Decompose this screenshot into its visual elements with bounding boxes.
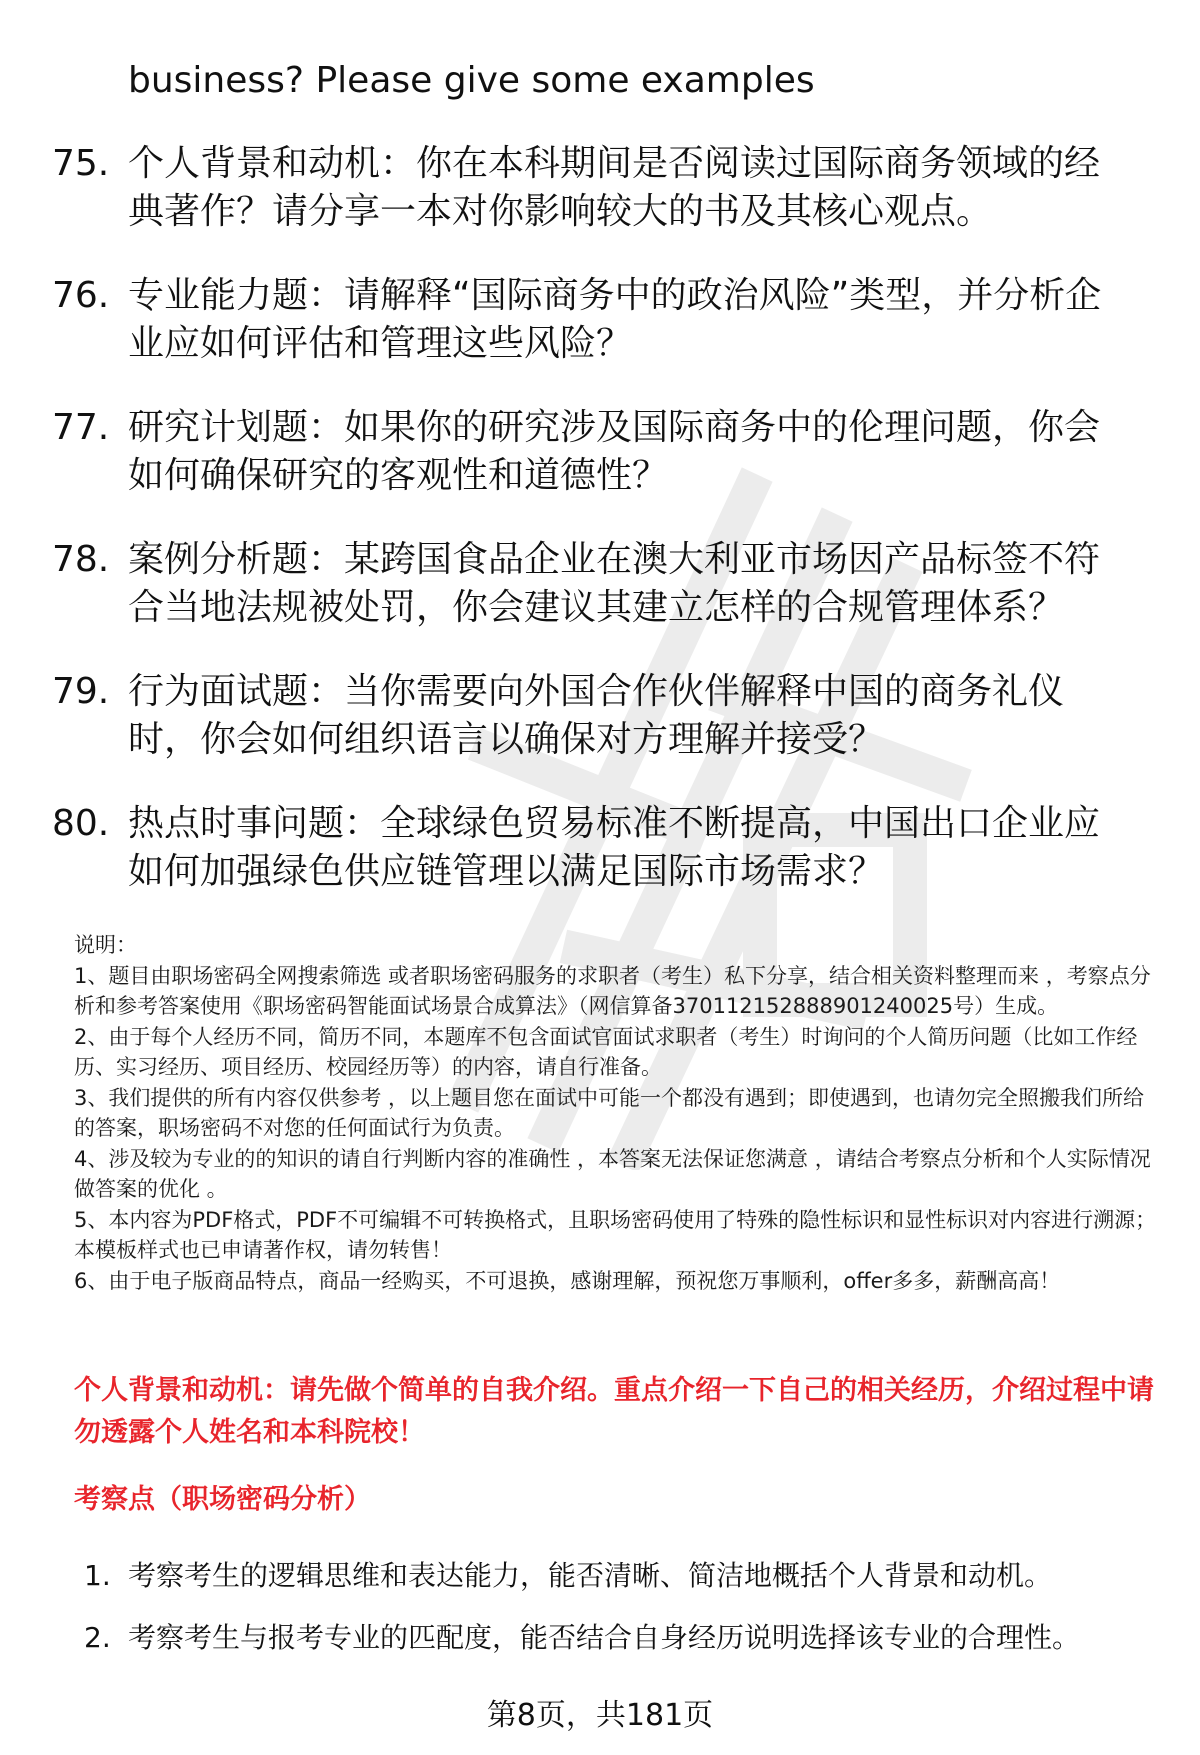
note-item: 3、我们提供的所有内容仅供参考 ，以上题目您在面试中可能一个都没有遇到；即使遇到，也请勿完全照搬我们所给的答案，职场密码不对您的任何面试行为负责。 <box>74 1085 1145 1140</box>
question-number: 79. <box>52 671 110 712</box>
point-text: 考察考生与报考专业的匹配度，能否结合自身经历说明选择该专业的合理性。 <box>128 1621 1081 1654</box>
question-number: 77. <box>52 407 110 448</box>
assessment-point <box>84 1556 1164 1596</box>
assessment-point <box>84 1618 1164 1658</box>
note-item: 5、本内容为PDF格式，PDF不可编辑不可转换格式，且职场密码使用了特殊的隐性标识和显性标识对内容进行溯源；本模板样式也已申请著作权，请勿转售！ <box>74 1207 1157 1262</box>
note-item: 4、涉及较为专业的的知识的请自行判断内容的准确性 ，本答案无法保证您满意 ，请结合考察点分析和个人实际情况做答案的优化 。 <box>74 1146 1151 1201</box>
point-number: 1. <box>84 1559 111 1592</box>
question-text: 专业能力题：请解释“国际商务中的政治风险”类型，并分析企业应如何评估和管理这些风险？ <box>128 275 1102 364</box>
question-item <box>52 800 1152 896</box>
question-text: 研究计划题：如果你的研究涉及国际商务中的伦理问题，你会如何确保研究的客观性和道德性？ <box>128 407 1101 496</box>
question-list <box>52 140 1152 932</box>
note-item: 1、题目由职场密码全网搜索筛选 或者职场密码服务的求职者（考生）私下分享，结合相关资料整理而来 ，考察点分析和参考答案使用《职场密码智能面试场景合成算法》（网信算备370112152888901240025号）生成。 <box>74 963 1151 1018</box>
point-text: 考察考生的逻辑思维和表达能力，能否清晰、简洁地概括个人背景和动机。 <box>128 1559 1053 1592</box>
page-footer: 第8页，共181页 <box>486 1698 714 1733</box>
question-text: 行为面试题：当你需要向外国合作伙伴解释中国的商务礼仪时，你会如何组织语言以确保对方理解并接受？ <box>128 671 1065 760</box>
question-number: 78. <box>52 539 110 580</box>
point-number: 2. <box>84 1621 111 1654</box>
featured-question: 个人背景和动机：请先做个简单的自我介绍。重点介绍一下自己的相关经历，介绍过程中请勿透露个人姓名和本科院校！ <box>74 1375 1154 1448</box>
question-item <box>52 536 1152 632</box>
note-item: 6、由于电子版商品特点，商品一经购买，不可退换，感谢理解，预祝您万事顺利，offer多多，薪酬高高！ <box>74 1268 1061 1293</box>
question-number: 76. <box>52 275 110 316</box>
question-number: 75. <box>52 143 110 184</box>
assessment-heading: 考察点（职场密码分析） <box>74 1484 371 1515</box>
assessment-points <box>84 1556 1164 1680</box>
notes-title: 说明： <box>74 933 137 957</box>
question-text: 热点时事问题：全球绿色贸易标准不断提高，中国出口企业应如何加强绿色供应链管理以满足国际市场需求？ <box>128 803 1101 892</box>
question-item <box>52 404 1152 500</box>
question-item <box>52 272 1152 368</box>
question-text: 个人背景和动机：你在本科期间是否阅读过国际商务领域的经典著作？请分享一本对你影响较大的书及其核心观点。 <box>128 143 1101 232</box>
question-item <box>52 140 1152 236</box>
question-number: 80. <box>52 803 110 844</box>
note-item: 2、由于每个人经历不同，简历不同，本题库不包含面试官面试求职者（考生）时询问的个人简历问题（比如工作经历、实习经历、项目经历、校园经历等）的内容，请自行准备。 <box>74 1024 1138 1079</box>
question-continuation: business? Please give some examples <box>128 60 815 101</box>
question-item <box>52 668 1152 764</box>
question-text: 案例分析题：某跨国食品企业在澳大利亚市场因产品标签不符合当地法规被处罚，你会建议其建立怎样的合规管理体系？ <box>128 539 1101 628</box>
notes-section <box>74 930 1160 1296</box>
